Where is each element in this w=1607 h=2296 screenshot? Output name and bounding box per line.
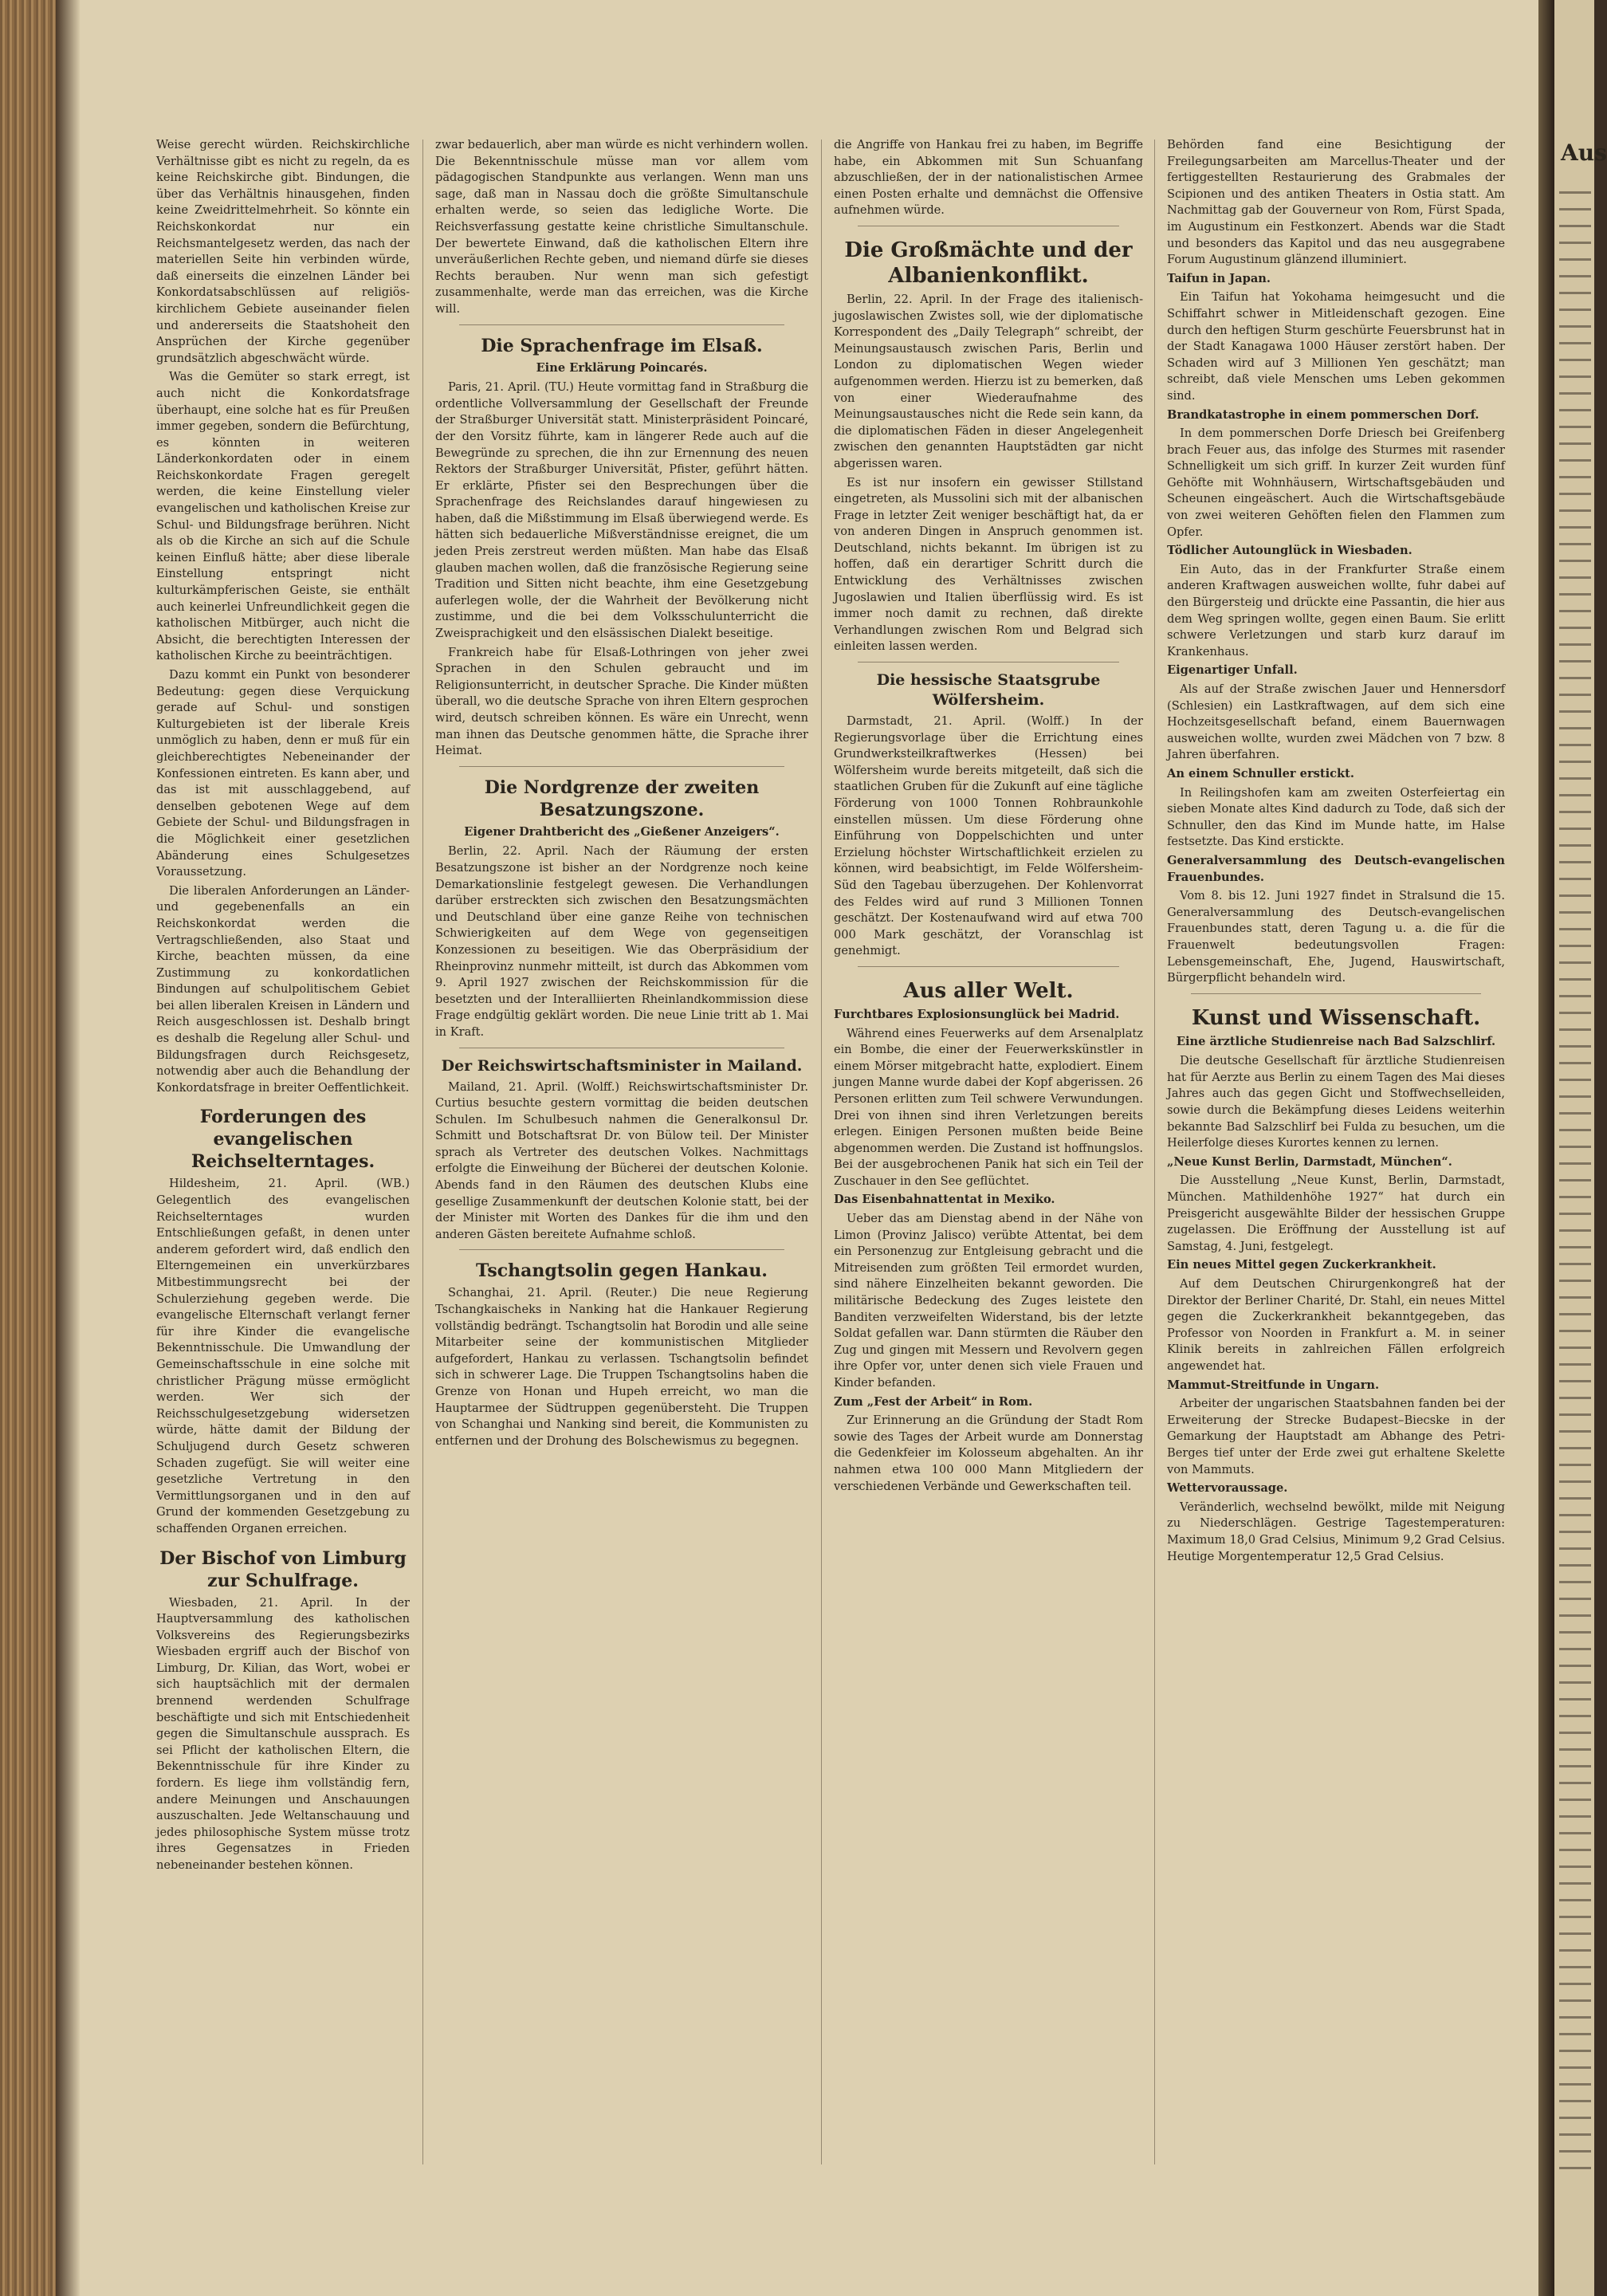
newspaper-page	[80, 0, 1538, 2296]
article-headline: Der Bischof von Limburg zur Schulfrage.	[159, 1547, 407, 1591]
news-item-title: Wettervoraussage.	[1167, 1481, 1288, 1496]
column-4	[1167, 137, 1505, 2210]
column-2	[435, 137, 808, 2210]
article-paragraph: Ein Taifun hat Yokohama heimgesucht und die Schiffahrt schwer in Mitleidenschaft gezogen. Eine durch den heftigen Sturm geschürte Feuersbrunst hat in der Stadt Kanagawa 1000 Häuser zerstört haben. Der Schaden wird auf 3 Millionen Yen geschätzt; man schreibt, daß viele Menschen ums Leben gekommen sind.	[1167, 290, 1505, 403]
news-item-title: Ein neues Mittel gegen Zuckerkrankheit.	[1167, 1258, 1436, 1272]
article-paragraph: Auf dem Deutschen Chirurgenkongreß hat der Direktor der Berliner Charité, Dr. Stahl, ein neues Mittel gegen die Zuckerkrankheit bekanntgegeben, das Professor von Noorden in Frankfurt a. M. in seiner Klinik bereits in zahlreichen Fällen erfolgreich angewendet hat.	[1167, 1277, 1505, 1373]
article-subheadline: Eigener Drahtbericht des „Gießener Anzeigers“.	[464, 824, 780, 839]
article-paragraph: zwar bedauerlich, aber man würde es nicht verhindern wollen. Die Bekenntnisschule müsse man vor allem vom pädagogischen Standpunkte aus verlangen. Wenn man uns sage, daß man in Nassau doch die größte Simultanschule erhalten werde, so seien das ledigliche Worte. Die Reichsverfassung gestatte keine christliche Simultanschule. Der bewertete Einwand, daß die katholischen Eltern ihre unveräußerlichen Rechte geben, und niemand dürfe sie dieses Rechts berauben. Nur wenn man sich gefestigt zusammenhalte, werde man das erreichen, was die Kirche will.	[435, 138, 808, 316]
article-paragraph: Ein Auto, das in der Frankfurter Straße einem anderen Kraftwagen ausweichen wollte, fuhr dabei auf den Bürgersteig und drückte eine Passantin, die hier aus dem Weg springen wollte, gegen einen Baum. Sie erlitt schwere Verletzungen und starb kurz darauf im Krankenhaus.	[1167, 562, 1505, 659]
article-headline: Der Reichswirtschaftsminister in Mailand.	[441, 1056, 803, 1075]
news-item-title: Zum „Fest der Arbeit“ in Rom.	[834, 1394, 1033, 1409]
article-paragraph: Hildesheim, 21. April. (WB.) Gelegentlich des evangelischen Reichselterntages wurden Entschließungen gefaßt, in denen unter anderem gefordert wird, daß endlich den Elterngemeinen ein unverkürzbares Mitbestimmungsrecht bei der Schulerziehung gegeben werde. Die evangelische Elternschaft verlangt ferner für ihre Kinder die evangelische Bekenntnisschule. Die Umwandlung der Gemeinschaftsschule in eine solche mit christlicher Prägung müsse ermöglicht werden. Wer sich der Reichsschulgesetzgebung widersetzen würde, hätte damit der Bildung der Schuljugend durch Gesetz schweren Schaden zugefügt. Sie will weiter eine gesetzliche Vertretung in den Vermittlungsorganen und in den auf Grund der kommenden Gesetzgebung zu schaffenden Organen erreichen.	[156, 1177, 410, 1535]
article-paragraph: Arbeiter der ungarischen Staatsbahnen fanden bei der Erweiterung der Strecke Budapest–Biecske in der Gemarkung der Hauptstadt am Abhange des Petri-Berges tief unter der Erde zwei gut erhaltene Skelette von Mammuts.	[1167, 1397, 1505, 1476]
article-headline: Tschangtsolin gegen Hankau.	[476, 1260, 768, 1282]
news-item-title: „Neue Kunst Berlin, Darmstadt, München“.	[1167, 1154, 1452, 1169]
section-divider	[459, 1249, 784, 1250]
article-subheadline: Eine Erklärung Poincarés.	[536, 360, 708, 375]
article-paragraph: In Reilingshofen kam am zweiten Osterfeiertag ein sieben Monate altes Kind dadurch zu Tode, daß sich der Schnuller, den das Kind im Munde hatte, im Halse festsetzte. Das Kind erstickte.	[1167, 785, 1505, 849]
book-page-edges	[0, 0, 56, 2296]
news-item-title: Taifun in Japan.	[1167, 271, 1271, 285]
article-paragraph: Die deutsche Gesellschaft für ärztliche Studienreisen hat für Aerzte aus Berlin zu einem Tagen des Mai dieses Jahres auch das gegen Gicht und Stoffwechselleiden, sowie durch die Bekämpfung dieses Leidens weiterhin bekannte Bad Salzschlirf bei Fulda zu besuchen, um die Heilerfolge dieses Kurortes kennen zu lernen.	[1167, 1054, 1505, 1150]
article-paragraph: die Angriffe von Hankau frei zu haben, im Begriffe habe, ein Abkommen mit Sun Schuanfang abzuschließen, der in der nationalistischen Armee einen Posten erhalte und demnächst die Offensive aufnehmen würde.	[834, 138, 1143, 218]
column-1	[156, 137, 410, 2210]
adjacent-page-text-lines	[1559, 183, 1591, 2176]
article-paragraph: Die liberalen Anforderungen an Länder- und gegebenenfalls an ein Reichskonkordat werden die Vertragschließenden, also Staat und Kirche, beachten müssen, da eine Zustimmung zu konkordatlichen Bindungen auf schulpolitischem Gebiet bei allen liberalen Kreisen in Ländern und Reich ausgeschlossen ist. Deshalb bringt es deshalb die Regelung aller Schul- und Bildungsfragen durch Reichsgesetz, notwendig aber auch die Behandlung der Konkordatsfrage in breiter Oeffentlichkeit.	[156, 883, 410, 1095]
article-paragraph: Paris, 21. April. (TU.) Heute vormittag fand in Straßburg die ordentliche Vollversammlung der Gesellschaft der Freunde der Straßburger Universität statt. Ministerpräsident Poincaré, der den Vorsitz führte, kam in längerer Rede auch auf die Bewegründe zu sprechen, die ihn zur Ernennung des neuen Rektors der Straßburger Universität, Pfister, geführt hätten. Er erklärte, Pfister sei den Besprechungen über die Sprachenfrage des Reichslandes darauf hingewiesen zu haben, daß die Mißstimmung im Elsaß überwiegend werde. Es hätten sich bedauerliche Mißverständnisse ereignet, die um jeden Preis zerstreut werden müßten. Man habe das Elsaß glauben machen wollen, daß die französische Regierung seine Tradition und Sitten nicht beachte, ihm eine Gesetzgebung auferlegen wolle, der die Wahrheit der Bevölkerung nicht zustimme, und die bei dem Volksschulunterricht die Zweisprachigkeit und den elsässischen Dialekt beseitige.	[435, 380, 808, 641]
news-item-title: Generalversammlung des Deutsch-evangelischen Frauenbundes.	[1167, 853, 1505, 884]
news-item-title: An einem Schnuller erstickt.	[1167, 766, 1354, 780]
article-paragraph: Berlin, 22. April. Nach der Räumung der ersten Besatzungszone ist bisher an der Nordgrenze noch keine Demarkationslinie festgelegt gewesen. Die Verhandlungen darüber erstreckten sich zwischen den Besatzungsmächten und Deutschland über eine ganze Reihe von technischen Schwierigkeiten auf dem Wege von gegenseitigen Konzessionen zu beseitigen. Wie das Oberpräsidium der Rheinprovinz nunmehr mitteilt, ist durch das Abkommen vom 9. April 1927 zwischen der Reichskommission für die besetzten und der Interalliierten Rheinlandkommission diese Frage endgültig geklärt worden. Die neue Linie tritt ab 1. Mai in Kraft.	[435, 844, 808, 1039]
article-paragraph: Schanghai, 21. April. (Reuter.) Die neue Regierung Tschangkaischeks in Nanking hat die Hankauer Regierung vollständig bedrängt. Tschangtsolin hat Borodin und alle seine Mitarbeiter seine der kommunistischen Mitglieder aufgefordert, Hankau zu verlassen. Tschangtsolin befindet sich in schwerer Lage. Die Truppen Tschangtsolins haben die Grenze von Honan und Hupeh erreicht, wo man die Hauptarmee der Südtruppen gegenübersteht. Die Truppen von Schanghai und Nanking sind bereit, die Kommunisten zu entfernen und der Drohung des Bolschewismus zu begegnen.	[435, 1286, 808, 1448]
article-subheadline: Eine ärztliche Studienreise nach Bad Salzschlirf.	[1176, 1034, 1496, 1048]
article-paragraph: Mailand, 21. April. (Wolff.) Reichswirtschaftsminister Dr. Curtius besuchte gestern vormittag die beiden deutschen Schulen. Im Schulbesuch nahmen die Generalkonsul Dr. Schmitt und Botschaftsrat Dr. von Bülow teil. Der Minister sprach als Vertreter des deutschen Volkes. Nachmittags erfolgte die Einweihung der Bücherei der deutschen Kolonie. Abends fand in den Räumen des deutschen Klubs eine gesellige Zusammenkunft der deutschen Kolonie statt, bei der der Minister mit Worten des Dankes für die ihm und den anderen Gästen bereitete Aufnahme schloß.	[435, 1079, 808, 1241]
column-rule	[1154, 140, 1155, 2164]
article-headline: Die Sprachenfrage im Elsaß.	[481, 335, 763, 356]
section-divider	[459, 324, 784, 325]
article-paragraph: Veränderlich, wechselnd bewölkt, milde mit Neigung zu Niederschlägen. Gestrige Tagestemperaturen: Maximum 18,0 Grad Celsius, Minimum 9,2 Grad Celsius. Heutige Morgentemperatur 12,5 Grad Celsius.	[1167, 1500, 1505, 1563]
article-paragraph: Dazu kommt ein Punkt von besonderer Bedeutung: gegen diese Verquickung gerade auf Schul- und sonstigen Kulturgebieten ist der liberale Kreis unmöglich zu haben, denn er muß für ein gleichberechtigtes Nebeneinander der Konfessionen eintreten. Es kann aber, und das ist mit ausschlaggebend, auf denselben gebotenen Wege auf dem Gebiete der Schul- und Bildungsfragen in die Möglichkeit einer gesetzlichen Abänderung eines Schulgesetzes Voraussetzung.	[156, 668, 410, 879]
article-paragraph: Als auf der Straße zwischen Jauer und Hennersdorf (Schlesien) ein Lastkraftwagen, auf dem sich eine Hochzeitsgesellschaft befand, einem Bauernwagen ausweichen wollte, wurden zwei Mädchen von 7 bzw. 8 Jahren überfahren.	[1167, 682, 1505, 762]
news-item-title: Brandkatastrophe in einem pommerschen Dorf.	[1167, 407, 1479, 422]
article-headline: Die Nordgrenze der zweiten Besatzungszone.	[484, 776, 760, 820]
section-headline: Aus aller Welt.	[903, 978, 1074, 1003]
article-paragraph: Was die Gemüter so stark erregt, ist auch nicht die Konkordatsfrage überhaupt, eine solche hat es für Preußen immer gegeben, sondern die Befürchtung, es könnten in weiteren Länderkonkordaten oder in einem Reichskonkordate Fragen geregelt werden, die keine Einstellung vieler evangelischen und katholischen Kreise zur Schul- und Bildungsfrage berühren. Nicht als ob die Kirche an sich auf die Schule keinen Einfluß hätte; aber diese liberale Einstellung entspringt nicht kulturkämpferischen Geiste, sie enthält auch keinerlei Unfreundlichkeit gegen die katholischen Mitbürger, auch nicht die Absicht, die berechtigten Interessen der katholischen Kirche zu beeinträchtigen.	[156, 370, 410, 663]
adjacent-page-heading-fragment: Aus	[1561, 140, 1607, 166]
page-gutter-shadow	[1538, 0, 1554, 2296]
news-item-title: Mammut-Streitfunde in Ungarn.	[1167, 1378, 1380, 1392]
article-paragraph: Frankreich habe für Elsaß-Lothringen von jeher zwei Sprachen in den Schulen gebraucht und im Religionsunterricht, in deutscher Sprache. Die Kinder müßten überall, wo die deutsche Sprache von ihren Eltern gesprochen wird, deutsch schreiben können. Es wäre ein Unrecht, wenn man ihnen das Deutsche genommen hätte, die Sprache ihrer Heimat.	[435, 645, 808, 758]
article-paragraph: Wiesbaden, 21. April. In der Hauptversammlung des katholischen Volksvereins des Regierungsbezirks Wiesbaden ergriff auch der Bischof von Limburg, Dr. Kilian, das Wort, wobei er sich hauptsächlich mit der dermalen brennend werdenden Schulfrage beschäftigte und sich mit Entschiedenheit gegen die Simultanschule aussprach. Es sei Pflicht der katholischen Eltern, die Bekenntnisschule für ihre Kinder zu fordern. Es liege ihm vollständig fern, andere Meinungen und Anschauungen auszuschalten. Jede Weltanschauung und jedes philosophische System müsse trotz ihres Gegensatzes in Frieden nebeneinander bestehen können.	[156, 1595, 410, 1872]
article-paragraph: Berlin, 22. April. In der Frage des italienisch-jugoslawischen Zwistes soll, wie der diplomatische Korrespondent des „Daily Telegraph“ schreibt, der Meinungsaustausch zwischen Paris, Berlin und London zu diplomatischen Wegen wieder aufgenommen werden. Hierzu ist zu bemerken, daß von einer Wiederaufnahme des Meinungsaustausches nicht die Rede sein kann, da die diplomatischen Fäden in dieser Angelegenheit zwischen den genannten Hauptstädten gar nicht abgerissen waren.	[834, 292, 1143, 470]
article-paragraph: Es ist nur insofern ein gewisser Stillstand eingetreten, als Mussolini sich mit der albanischen Frage in letzter Zeit weniger beschäftigt hat, da er von anderen Dingen in Anspruch genommen ist. Deutschland, nichts bekannt. Im übrigen ist zu hoffen, daß ein derartiger Schritt durch die Entwicklung des Verhältnisses zwischen Jugoslawien und Italien überflüssig wird. Es ist immer noch damit zu rechnen, daß direkte Verhandlungen zwischen Rom und Belgrad sich einleiten lassen werden.	[834, 475, 1143, 654]
article-paragraph: Darmstadt, 21. April. (Wolff.) In der Regierungsvorlage über die Errichtung eines Grundwerksteilkraftwerkes (Hessen) bei Wölfersheim wurde bereits mitgeteilt, daß sich die staatlichen Gruben für die Zukunft auf eine tägliche Förderung von 1000 Tonnen Rohbraunkohle einstellen müssen. Um diese Förderung ohne Einführung von Doppelschichten und unter Erzielung höchster Wirtschaftlichkeit erzielen zu können, wird beabsichtigt, im Felde Wölfersheim-Süd den Tagebau überzugehen. Der Kohlenvorrat des Feldes wird auf rund 3 Millionen Tonnen geschätzt. Der Kostenaufwand wird auf etwa 700 000 Mark geschätzt, der Voranschlag ist genehmigt.	[834, 714, 1143, 958]
column-rule	[821, 140, 822, 2164]
news-item-title: Das Eisenbahnattentat in Mexiko.	[834, 1193, 1055, 1207]
section-divider	[459, 766, 784, 767]
adjacent-page-edge	[1554, 0, 1607, 2296]
article-paragraph: Die Ausstellung „Neue Kunst, Berlin, Darmstadt, München. Mathildenhöhe 1927“ hat durch ein Preisgericht ausgewählte Bilder der hessischen Gruppe zugelassen. Die Eröffnung der Ausstellung ist auf Samstag, 4. Juni, festgelegt.	[1167, 1174, 1505, 1253]
article-headline: Forderungen des evangelischen Reichselterntages.	[191, 1107, 375, 1173]
article-paragraph: Vom 8. bis 12. Juni 1927 findet in Stralsund die 15. Generalversammlung des Deutsch-evangelischen Frauenbundes statt, deren Tagung u. a. die für die Frauenwelt bedeutungsvollen Fragen: Lebensgemeinschaft, Ehe, Jugend, Hauswirtschaft, Bürgerpflicht behandeln wird.	[1167, 889, 1505, 985]
article-headline: Die Großmächte und der Albanienkonflikt.	[844, 238, 1133, 288]
news-item-title: Tödlicher Autounglück in Wiesbaden.	[1167, 544, 1413, 558]
article-paragraph: Während eines Feuerwerks auf dem Arsenalplatz ein Bombe, die einer der Feuerwerkskünstler in einem Mörser mitgebracht hatte, explodiert. Einem jungen Manne wurde dabei der Kopf abgerissen. 26 Personen erlitten zum Teil schwere Verwundungen. Drei von ihnen sind ihren Verletzungen bereits erlegen. Einigen Personen mußten beide Beine abgenommen werden. Die Zustand ist hoffnungslos. Bei der ausgebrochenen Panik hat sich ein Teil der Zuschauer in den See geflüchtet.	[834, 1026, 1143, 1188]
column-rule	[422, 140, 423, 2164]
article-paragraph: In dem pommerschen Dorfe Driesch bei Greifenberg brach Feuer aus, das infolge des Sturmes mit rasender Schnelligkeit um sich griff. In kurzer Zeit wurden fünf Gehöfte mit Wohnhäusern, Wirtschaftsgebäuden und Scheunen eingeäschert. Auch die Wirtschaftsgebäude von zwei weiteren Gehöften fielen den Flammen zum Opfer.	[1167, 427, 1505, 539]
section-headline: Kunst und Wissenschaft.	[1191, 1005, 1481, 1030]
article-paragraph: Behörden fand eine Besichtigung der Freilegungsarbeiten am Marcellus-Theater und der fertiggestellten Restaurierung des Grabmales der Scipionen und des antiken Theaters in Ostia statt. Am Nachmittag gab der Gouverneur von Rom, Fürst Spada, im Augustinum ein Festkonzert. Abends war die Stadt und besonders das Kapitol und das neu ausgegrabene Forum Augustinum glänzend illuminiert.	[1167, 138, 1505, 267]
article-paragraph: Weise gerecht würden. Reichskirchliche Verhältnisse gibt es nicht zu regeln, da es keine Reichskirche gibt. Bindungen, die über das Verhältnis hinausgehen, finden keine Zweidrittelmehrheit. So könnte ein Reichskonkordat nur ein Reichsmantelgesetz werden, das nach der materiellen Seite hin verbinden würde, daß einerseits die einzelnen Länder bei Konkordatsabschlüssen auf religiös-kirchlichem Gebiete auseinander fielen und andererseits die Staatshoheit den Ansprüchen der Kirche gegenüber grundsätzlich abgeschwächt würde.	[156, 138, 410, 365]
section-divider	[858, 966, 1119, 967]
article-paragraph: Ueber das am Dienstag abend in der Nähe von Limon (Provinz Jalisco) verübte Attentat, bei dem ein Personenzug zur Entgleisung gebracht und die Mitreisenden zum größten Teil ermordet wurden, sind nähere Einzelheiten bekannt geworden. Die militärische Bedeckung des Zuges leistete den Banditen verzweifelten Widerstand, bis der letzte Soldat gefallen war. Dann stürmten die Räuber den Zug und gingen mit Messern und Revolvern gegen ihre Opfer vor, unter denen sich viele Frauen und Kinder befanden.	[834, 1212, 1143, 1390]
column-3	[834, 137, 1143, 2210]
news-item-title: Furchtbares Explosionsunglück bei Madrid.	[834, 1007, 1120, 1021]
news-item-title: Eigenartiger Unfall.	[1167, 663, 1298, 678]
section-divider	[1191, 993, 1481, 994]
spine-shadow	[56, 0, 80, 2296]
article-headline: Die hessische Staatsgrube Wölfersheim.	[876, 671, 1101, 710]
article-paragraph: Zur Erinnerung an die Gründung der Stadt Rom sowie des Tages der Arbeit wurde am Donnerstag die Gedenkfeier im Kolosseum abgehalten. An ihr nahmen etwa 100 000 Mann Mitgliedern der verschiedenen Verbände und Gewerkschaften teil.	[834, 1413, 1143, 1493]
